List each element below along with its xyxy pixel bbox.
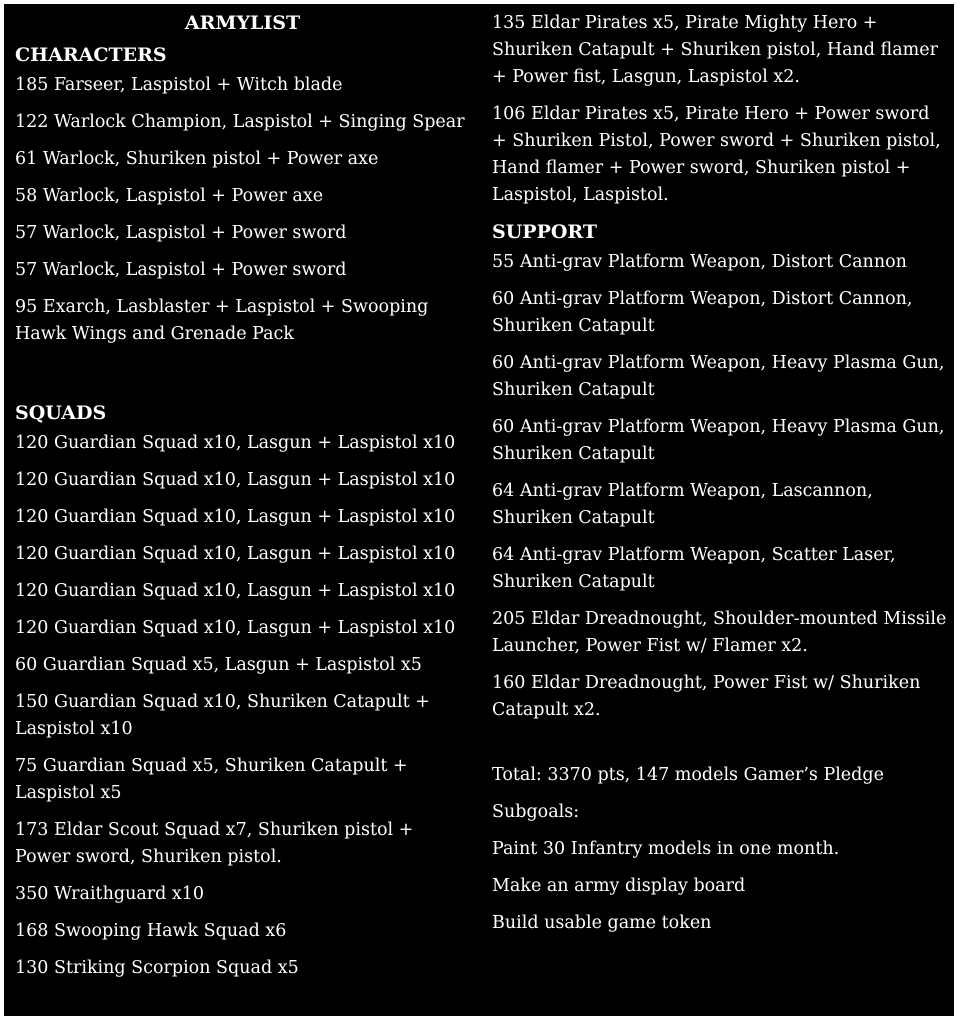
squad-entry: 120 Guardian Squad x10, Lasgun + Laspistol x10 [15,618,456,638]
squad-entry: 120 Guardian Squad x10, Lasgun + Laspistol x10 [15,507,456,527]
squad-entry: 173 Eldar Scout Squad x7, Shuriken pistol + Power sword, Shuriken pistol. [15,820,414,867]
right-column [492,4,947,947]
support-entry: 60 Anti-grav Platform Weapon, Heavy Plasma Gun, Shuriken Catapult [492,417,945,464]
characters-list [15,72,470,348]
support-entry: 55 Anti-grav Platform Weapon, Distort Cannon [492,252,907,272]
squads-list [15,430,470,982]
squad-entry: 150 Guardian Squad x10, Shuriken Catapult + Laspistol x10 [15,692,430,739]
character-entry: 185 Farseer, Laspistol + Witch blade [15,75,343,95]
pirate-entry: 106 Eldar Pirates x5, Pirate Hero + Power sword + Shuriken Pistol, Power sword + Shuriken pistol, Hand flamer + Power sword, Shuriken pistol + Laspistol, Laspistol. [492,104,941,205]
character-entry: 57 Warlock, Laspistol + Power sword [15,223,347,243]
left-column [15,4,470,992]
character-entry: 57 Warlock, Laspistol + Power sword [15,260,347,280]
character-entry: 122 Warlock Champion, Laspistol + Singing Spear [15,112,465,132]
army-list-document [4,4,954,1016]
character-entry: 95 Exarch, Lasblaster + Laspistol + Swooping Hawk Wings and Grenade Pack [15,297,429,344]
subgoals-label: Subgoals: [492,802,580,822]
total-points: Total: 3370 pts, 147 models Gamer’s Pledge [492,765,884,785]
support-list [492,249,947,724]
squads-heading: SQUADS [15,402,107,424]
squad-entry: 60 Guardian Squad x5, Lasgun + Laspistol x5 [15,655,422,675]
goal-entry: Paint 30 Infantry models in one month. [492,839,840,859]
support-heading: SUPPORT [492,221,598,243]
support-entry: 60 Anti-grav Platform Weapon, Heavy Plasma Gun, Shuriken Catapult [492,353,945,400]
support-entry: 64 Anti-grav Platform Weapon, Lascannon, Shuriken Catapult [492,481,873,528]
squad-entry: 120 Guardian Squad x10, Lasgun + Laspistol x10 [15,581,456,601]
characters-heading: CHARACTERS [15,44,167,66]
support-entry: 60 Anti-grav Platform Weapon, Distort Cannon, Shuriken Catapult [492,289,913,336]
support-entry: 160 Eldar Dreadnought, Power Fist w/ Shuriken Catapult x2. [492,673,921,720]
squad-entry: 120 Guardian Squad x10, Lasgun + Laspistol x10 [15,470,456,490]
summary-section [492,762,947,937]
support-entry: 64 Anti-grav Platform Weapon, Scatter Laser, Shuriken Catapult [492,545,896,592]
squad-entry: 350 Wraithguard x10 [15,884,205,904]
goal-entry: Make an army display board [492,876,746,896]
squad-entry: 130 Striking Scorpion Squad x5 [15,958,299,978]
document-title: ARMYLIST [184,12,301,34]
pirate-entry: 135 Eldar Pirates x5, Pirate Mighty Hero + Shuriken Catapult + Shuriken pistol, Hand flamer + Power fist, Lasgun, Laspistol x2. [492,13,938,87]
pirates-list [492,10,947,209]
support-entry: 205 Eldar Dreadnought, Shoulder-mounted Missile Launcher, Power Fist w/ Flamer x2. [492,609,947,656]
squad-entry: 120 Guardian Squad x10, Lasgun + Laspistol x10 [15,433,456,453]
squad-entry: 75 Guardian Squad x5, Shuriken Catapult + Laspistol x5 [15,756,408,803]
character-entry: 61 Warlock, Shuriken pistol + Power axe [15,149,379,169]
squad-entry: 168 Swooping Hawk Squad x6 [15,921,287,941]
goal-entry: Build usable game token [492,913,712,933]
squad-entry: 120 Guardian Squad x10, Lasgun + Laspistol x10 [15,544,456,564]
character-entry: 58 Warlock, Laspistol + Power axe [15,186,324,206]
